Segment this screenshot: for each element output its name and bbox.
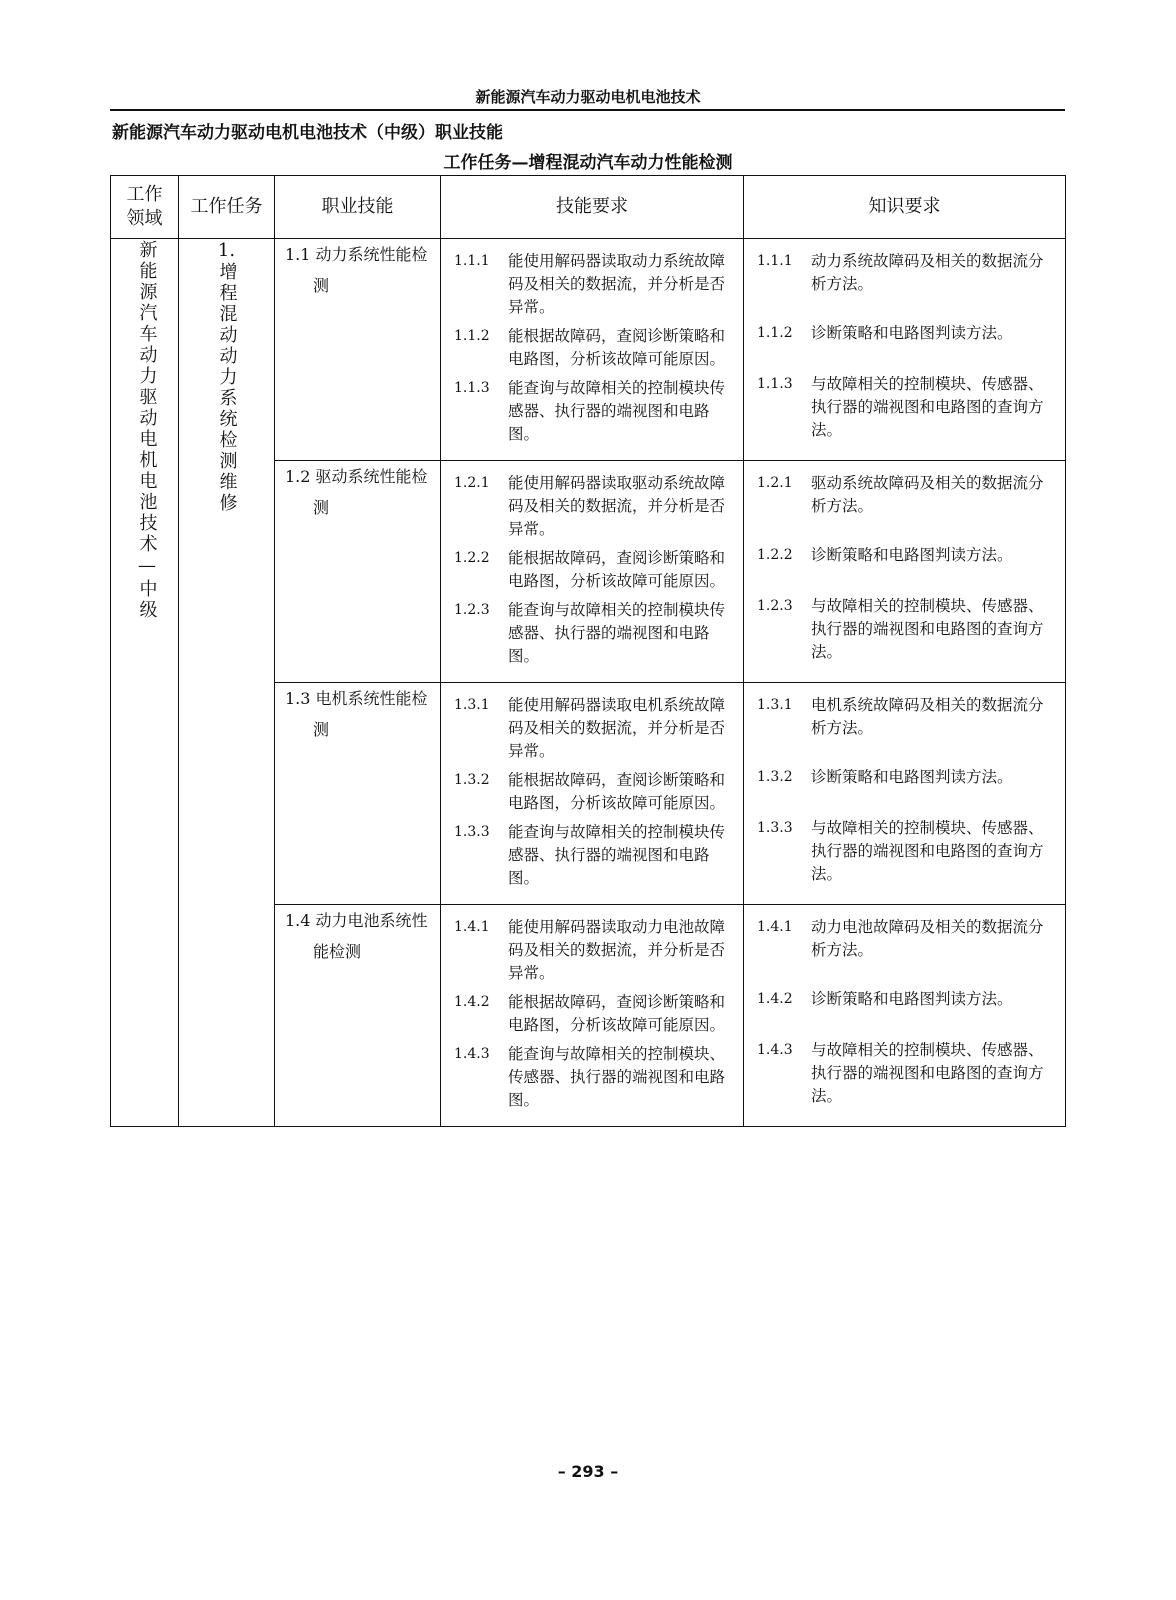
knowledge-requirement-item: [745, 347, 1064, 444]
requirement-number: 1.1.2: [454, 328, 490, 344]
knowledge-requirement-item: [745, 690, 1064, 742]
header-skill: 职业技能: [275, 176, 441, 239]
requirement-text: 能使用解码器读取驱动系统故障码及相关的数据流，并分析是否异常。: [508, 474, 726, 538]
skill-name: 1.2 驱动系统性能检测: [285, 467, 428, 517]
domain-cell: [111, 239, 179, 1127]
skill-requirement-item: [442, 373, 742, 448]
skill-cell: [275, 239, 441, 461]
running-header: 新能源汽车动力驱动电机电池技术: [475, 88, 701, 106]
domain-text: 新能源汽车动力驱动电机电池技术—中级: [136, 240, 158, 621]
skill-name: 1.3 电机系统性能检测: [285, 689, 428, 739]
requirement-text: 动力电池故障码及相关的数据流分析方法。: [811, 918, 1044, 959]
requirement-number: 1.3.3: [757, 820, 793, 836]
knowledge-requirement-item: [745, 1013, 1064, 1110]
requirement-text: 能使用解码器读取动力系统故障码及相关的数据流，并分析是否异常。: [508, 252, 726, 316]
skill-name: 1.1 动力系统性能检测: [285, 245, 428, 295]
requirement-number: 1.4.3: [454, 1046, 490, 1062]
skill-requirements-cell: [441, 905, 744, 1127]
task-number: 1.: [217, 240, 236, 261]
requirement-text: 与故障相关的控制模块、传感器、执行器的端视图和电路图的查询方法。: [811, 819, 1044, 883]
skill-requirement-item: [442, 987, 742, 1039]
requirement-number: 1.4.1: [454, 919, 490, 935]
skill-requirement-item: [442, 765, 742, 817]
requirement-number: 1.3.2: [757, 769, 793, 785]
skill-requirement-item: [442, 321, 742, 373]
requirement-number: 1.3.1: [757, 697, 793, 713]
requirement-number: 1.1.1: [757, 253, 793, 269]
skill-requirement-item: [442, 246, 742, 321]
requirement-number: 1.1.1: [454, 253, 490, 269]
requirement-text: 电机系统故障码及相关的数据流分析方法。: [811, 696, 1044, 737]
requirement-text: 诊断策略和电路图判读方法。: [811, 546, 1013, 564]
task-name: 增程混动动力系统检测维修: [216, 262, 238, 514]
header-knowledge-requirements: 知识要求: [744, 176, 1066, 239]
header-skill-requirements: 技能要求: [441, 176, 744, 239]
requirement-number: 1.2.2: [454, 550, 490, 566]
requirement-number: 1.1.2: [757, 325, 793, 341]
knowledge-requirement-item: [745, 298, 1064, 347]
table-header-row: [111, 176, 1066, 239]
skill-requirement-item: [442, 912, 742, 987]
requirement-number: 1.4.2: [454, 994, 490, 1010]
skill-requirement-item: [442, 595, 742, 670]
knowledge-requirements-cell: [744, 683, 1066, 905]
requirement-number: 1.3.2: [454, 772, 490, 788]
task-cell: [179, 239, 275, 1127]
knowledge-requirement-item: [745, 791, 1064, 888]
table-row: [111, 239, 1066, 461]
requirement-number: 1.3.3: [454, 824, 490, 840]
skill-requirement-item: [442, 468, 742, 543]
header-rule: [110, 109, 1065, 111]
requirement-text: 能根据故障码，查阅诊断策略和电路图，分析该故障可能原因。: [508, 771, 726, 812]
requirement-text: 能查询与故障相关的控制模块、传感器、执行器的端视图和电路图。: [508, 1045, 726, 1109]
page-number: – 293 –: [557, 1462, 619, 1481]
knowledge-requirement-item: [745, 520, 1064, 569]
requirement-number: 1.2.1: [454, 475, 490, 491]
requirement-number: 1.2.3: [757, 598, 793, 614]
requirement-text: 能根据故障码，查阅诊断策略和电路图，分析该故障可能原因。: [508, 327, 726, 368]
knowledge-requirements-cell: [744, 905, 1066, 1127]
requirement-number: 1.4.2: [757, 991, 793, 1007]
skill-cell: [275, 683, 441, 905]
knowledge-requirements-cell: [744, 239, 1066, 461]
requirement-number: 1.2.2: [757, 547, 793, 563]
requirement-text: 能使用解码器读取动力电池故障码及相关的数据流，并分析是否异常。: [508, 918, 726, 982]
requirement-text: 能根据故障码，查阅诊断策略和电路图，分析该故障可能原因。: [508, 549, 726, 590]
requirement-text: 与故障相关的控制模块、传感器、执行器的端视图和电路图的查询方法。: [811, 597, 1044, 661]
requirement-text: 能查询与故障相关的控制模块传感器、执行器的端视图和电路图。: [508, 379, 726, 443]
skill-cell: [275, 461, 441, 683]
requirement-text: 诊断策略和电路图判读方法。: [811, 768, 1013, 786]
requirement-number: 1.2.3: [454, 602, 490, 618]
table-title: 工作任务—增程混动汽车动力性能检测: [443, 153, 733, 173]
knowledge-requirement-item: [745, 742, 1064, 791]
requirement-number: 1.3.1: [454, 697, 490, 713]
requirement-number: 1.1.3: [454, 380, 490, 396]
skill-requirement-item: [442, 543, 742, 595]
skill-requirements-cell: [441, 683, 744, 905]
requirement-text: 动力系统故障码及相关的数据流分析方法。: [811, 252, 1044, 293]
requirement-text: 诊断策略和电路图判读方法。: [811, 990, 1013, 1008]
requirement-number: 1.4.1: [757, 919, 793, 935]
requirement-text: 能查询与故障相关的控制模块传感器、执行器的端视图和电路图。: [508, 601, 726, 665]
knowledge-requirement-item: [745, 964, 1064, 1013]
knowledge-requirement-item: [745, 468, 1064, 520]
skill-requirement-item: [442, 1039, 742, 1114]
requirement-text: 能使用解码器读取电机系统故障码及相关的数据流，并分析是否异常。: [508, 696, 726, 760]
skill-requirements-cell: [441, 461, 744, 683]
header-domain: 工作领域: [111, 176, 179, 239]
skill-cell: [275, 905, 441, 1127]
skill-name: 1.4 动力电池系统性能检测: [285, 911, 428, 961]
skill-requirement-item: [442, 690, 742, 765]
skill-requirement-item: [442, 817, 742, 892]
requirement-number: 1.4.3: [757, 1042, 793, 1058]
knowledge-requirement-item: [745, 569, 1064, 666]
requirement-text: 驱动系统故障码及相关的数据流分析方法。: [811, 474, 1044, 515]
requirement-text: 与故障相关的控制模块、传感器、执行器的端视图和电路图的查询方法。: [811, 1041, 1044, 1105]
requirement-text: 能查询与故障相关的控制模块传感器、执行器的端视图和电路图。: [508, 823, 726, 887]
requirement-text: 能根据故障码，查阅诊断策略和电路图，分析该故障可能原因。: [508, 993, 726, 1034]
requirement-text: 与故障相关的控制模块、传感器、执行器的端视图和电路图的查询方法。: [811, 375, 1044, 439]
knowledge-requirements-cell: [744, 461, 1066, 683]
knowledge-requirement-item: [745, 246, 1064, 298]
requirement-text: 诊断策略和电路图判读方法。: [811, 324, 1013, 342]
skill-requirements-cell: [441, 239, 744, 461]
section-title: 新能源汽车动力驱动电机电池技术（中级）职业技能: [112, 123, 503, 143]
requirement-number: 1.2.1: [757, 475, 793, 491]
header-task: 工作任务: [179, 176, 275, 239]
requirement-number: 1.1.3: [757, 376, 793, 392]
knowledge-requirement-item: [745, 912, 1064, 964]
skills-table: [110, 175, 1066, 1127]
